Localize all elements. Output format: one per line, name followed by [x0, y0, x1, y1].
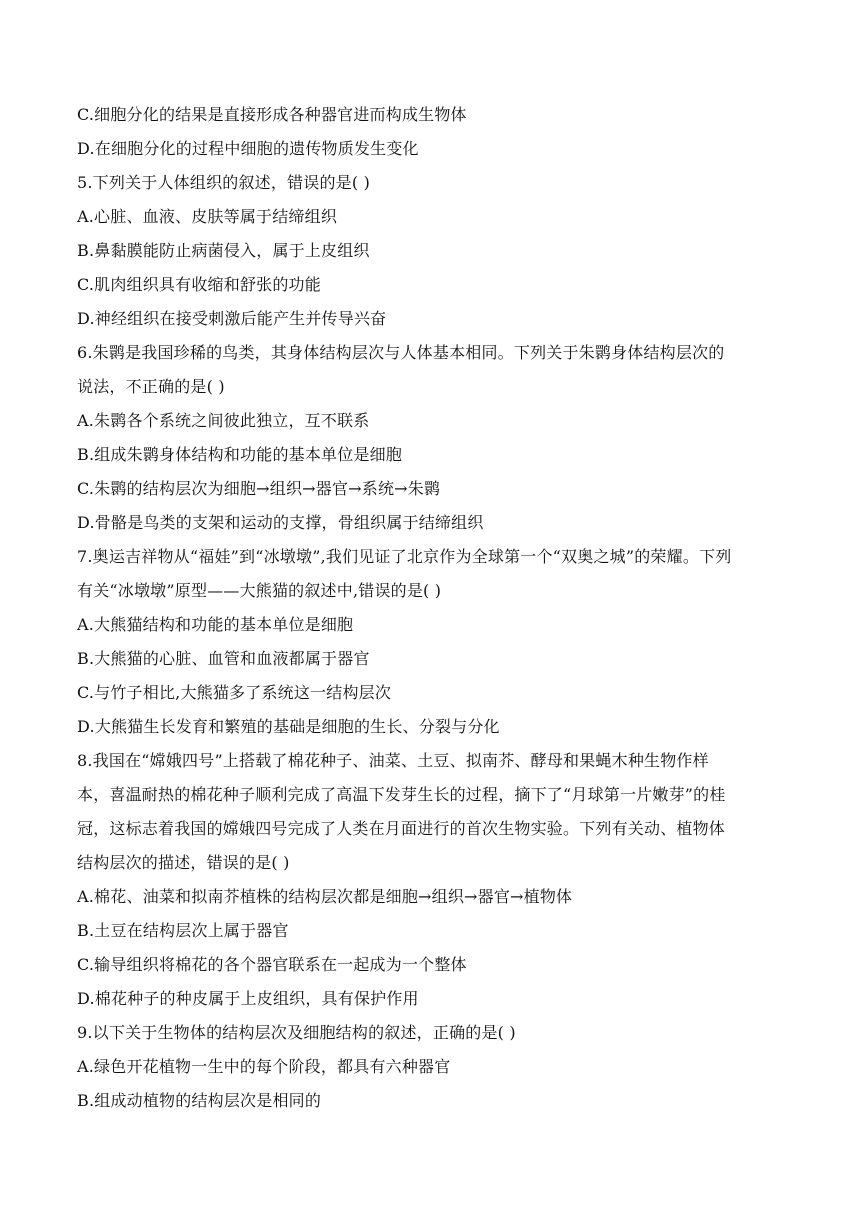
option-4c: C.细胞分化的结果是直接形成各种器官进而构成生物体: [77, 105, 467, 124]
question-8-line-3: 冠，这标志着我国的嫦娥四号完成了人类在月面进行的首次生物实验。下列有关动、植物体: [77, 819, 726, 838]
option-6c: C.朱鹮的结构层次为细胞→组织→器官→系统→朱鹮: [77, 479, 441, 498]
question-6-line-2: 说法，不正确的是( ): [77, 377, 225, 396]
option-5c: C.肌肉组织具有收缩和舒张的功能: [77, 275, 321, 294]
question-6-line-1: 6.朱鹮是我国珍稀的鸟类，其身体结构层次与人体基本相同。下列关于朱鹮身体结构层次的: [77, 343, 725, 362]
option-6d: D.骨骼是鸟类的支架和运动的支撑，骨组织属于结缔组织: [77, 513, 484, 532]
option-8a: A.棉花、油菜和拟南芥植株的结构层次都是细胞→组织→器官→植物体: [77, 887, 573, 906]
option-8c: C.输导组织将棉花的各个器官联系在一起成为一个整体: [77, 955, 467, 974]
option-4d: D.在细胞分化的过程中细胞的遗传物质发生变化: [77, 139, 419, 158]
question-8-line-2: 本，喜温耐热的棉花种子顺利完成了高温下发芽生长的过程，摘下了“月球第一片嫩芽”的桂: [77, 785, 726, 804]
option-6b: B.组成朱鹮身体结构和功能的基本单位是细胞: [77, 445, 403, 464]
option-7b: B.大熊猫的心脏、血管和血液都属于器官: [77, 649, 370, 668]
option-9b: B.组成动植物的结构层次是相同的: [77, 1091, 322, 1110]
option-5b: B.鼻黏膜能防止病菌侵入，属于上皮组织: [77, 241, 370, 260]
question-8-line-4: 结构层次的描述，错误的是( ): [77, 853, 290, 872]
option-6a: A.朱鹮各个系统之间彼此独立，互不联系: [77, 411, 370, 430]
question-5: 5.下列关于人体组织的叙述，错误的是( ): [77, 173, 371, 192]
option-8b: B.土豆在结构层次上属于器官: [77, 921, 289, 940]
option-7a: A.大熊猫结构和功能的基本单位是细胞: [77, 615, 354, 634]
question-9: 9.以下关于生物体的结构层次及细胞结构的叙述，正确的是( ): [77, 1023, 516, 1042]
option-5d: D.神经组织在接受刺激后能产生并传导兴奋: [77, 309, 387, 328]
option-9a: A.绿色开花植物一生中的每个阶段，都具有六种器官: [77, 1057, 451, 1076]
option-7c: C.与竹子相比,大熊猫多了系统这一结构层次: [77, 683, 392, 702]
option-7d: D.大熊猫生长发育和繁殖的基础是细胞的生长、分裂与分化: [77, 717, 500, 736]
question-8-line-1: 8.我国在“嫦娥四号”上搭载了棉花种子、油菜、土豆、拟南芥、酵母和果蝇木种生物作样: [77, 751, 709, 770]
option-8d: D.棉花种子的种皮属于上皮组织，具有保护作用: [77, 989, 419, 1008]
question-7-line-1: 7.奥运吉祥物从“福娃”到“冰墩墩”,我们见证了北京作为全球第一个“双奥之城”的荣耀。下列: [77, 547, 732, 566]
option-5a: A.心脏、血液、皮肤等属于结缔组织: [77, 207, 338, 226]
question-7-line-2: 有关“冰墩墩”原型——大熊猫的叙述中,错误的是( ): [77, 581, 442, 600]
